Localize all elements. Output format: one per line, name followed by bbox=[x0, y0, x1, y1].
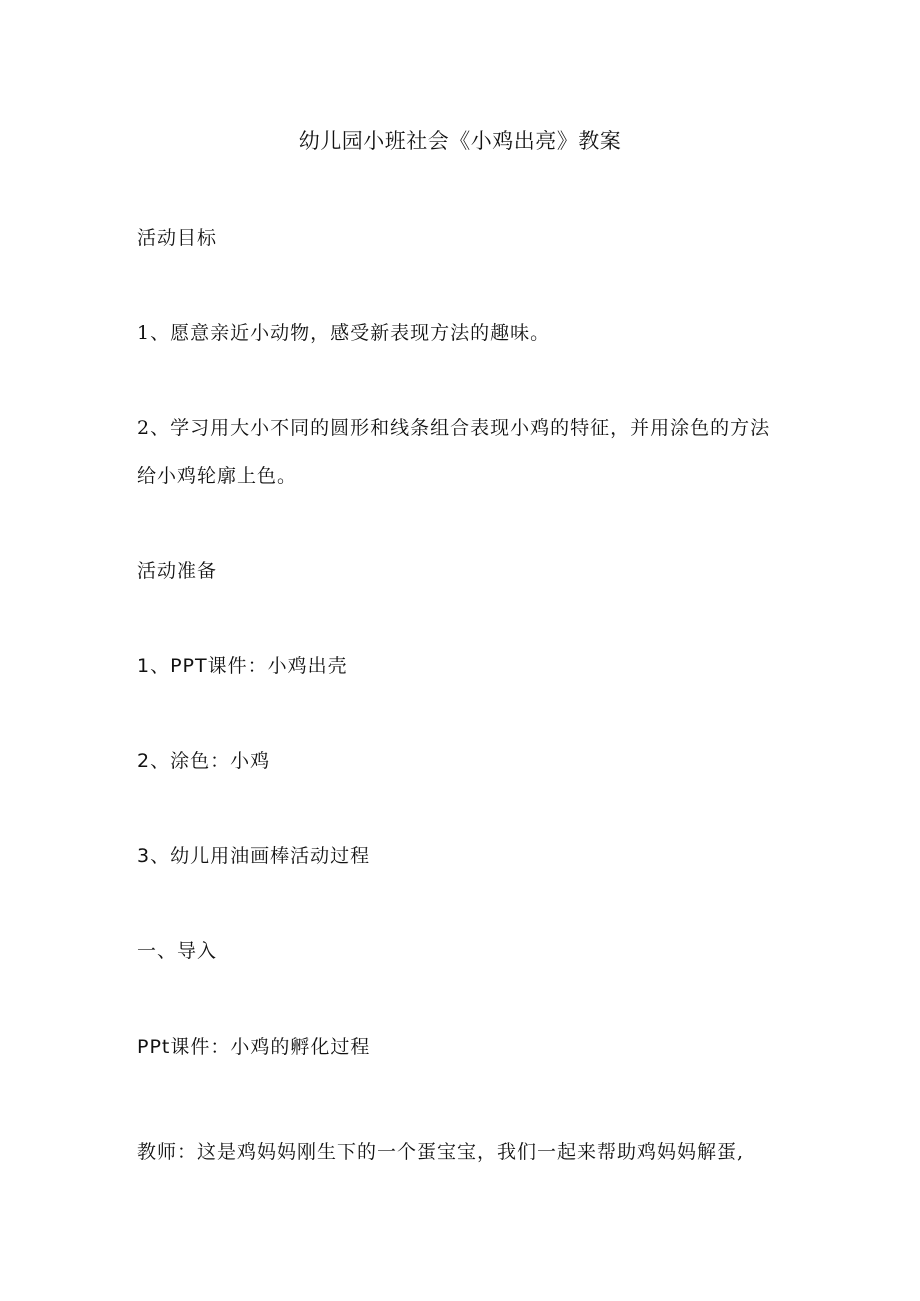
paragraph-prep-2: 2、涂色：小鸡 bbox=[137, 750, 271, 772]
paragraph-teacher: 教师：这是鸡妈妈刚生下的一个蛋宝宝，我们一起来帮助鸡妈妈解蛋, bbox=[137, 1141, 745, 1163]
paragraph-goal-2-continued: 给小鸡轮廓上色。 bbox=[137, 465, 298, 487]
paragraph-prep-3: 3、幼儿用油画棒活动过程 bbox=[137, 845, 371, 867]
paragraph-goal-1: 1、愿意亲近小动物，感受新表现方法的趣味。 bbox=[137, 322, 551, 344]
paragraph-goal-2: 2、学习用大小不同的圆形和线条组合表现小鸡的特征，并用涂色的方法 bbox=[137, 417, 771, 439]
document-title: 幼儿园小班社会《小鸡出亮》教案 bbox=[298, 129, 622, 153]
heading-activity-preparation: 活动准备 bbox=[137, 560, 218, 582]
paragraph-prep-1: 1、PPT课件：小鸡出壳 bbox=[137, 655, 348, 677]
paragraph-ppt-hatching: PPt课件：小鸡的孵化过程 bbox=[137, 1036, 371, 1058]
heading-activity-goals: 活动目标 bbox=[137, 227, 218, 249]
heading-introduction: 一、导入 bbox=[137, 940, 218, 962]
